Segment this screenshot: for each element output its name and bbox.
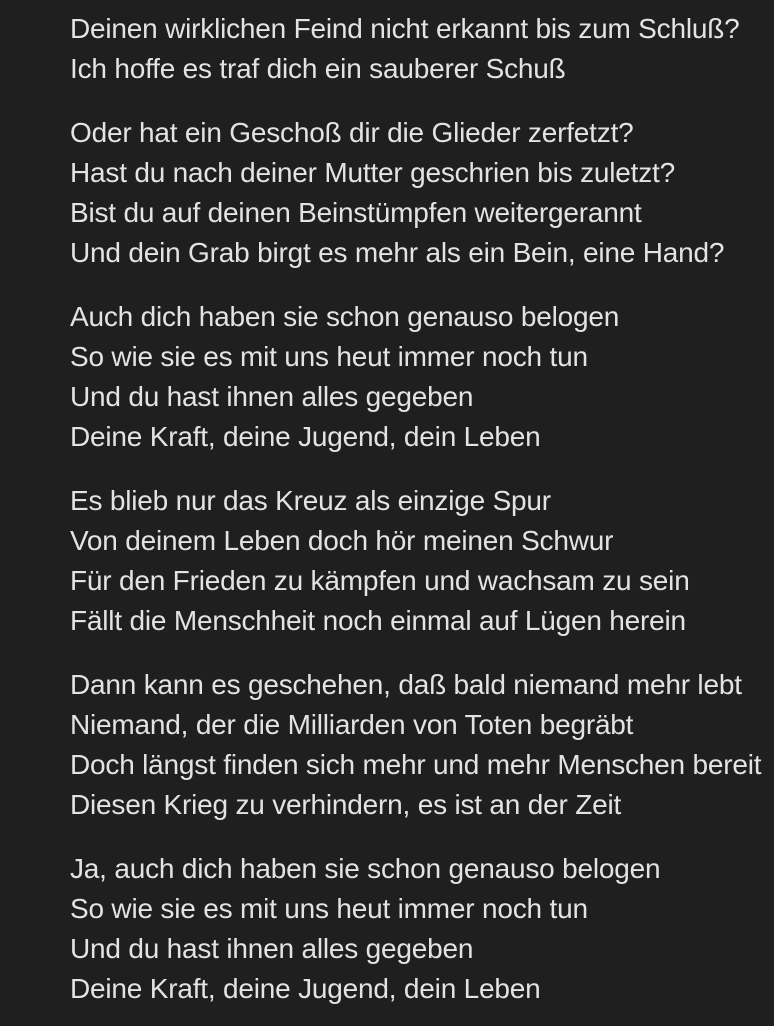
lyric-line: Und du hast ihnen alles gegeben — [70, 933, 474, 964]
lyric-line: Bist du auf deinen Beinstümpfen weitergerannt — [70, 197, 642, 228]
lyric-line: Doch längst finden sich mehr und mehr Menschen bereit — [70, 749, 762, 780]
lyric-stanza — [70, 665, 774, 825]
lyric-stanza — [70, 113, 774, 273]
lyric-line: Diesen Krieg zu verhindern, es ist an der Zeit — [70, 789, 622, 820]
lyric-line: Und dein Grab birgt es mehr als ein Bein, eine Hand? — [70, 237, 725, 268]
lyric-line: Und du hast ihnen alles gegeben — [70, 381, 474, 412]
lyric-line: Von deinem Leben doch hör meinen Schwur — [70, 525, 614, 556]
lyric-line: Oder hat ein Geschoß dir die Glieder zerfetzt? — [70, 117, 634, 148]
lyric-line: Hast du nach deiner Mutter geschrien bis zuletzt? — [70, 157, 675, 188]
lyric-line: Dann kann es geschehen, daß bald niemand mehr lebt — [70, 669, 742, 700]
lyric-line: Fällt die Menschheit noch einmal auf Lügen herein — [70, 605, 686, 636]
lyric-stanza — [70, 849, 774, 1009]
lyric-line: Es blieb nur das Kreuz als einzige Spur — [70, 485, 551, 516]
lyric-line: Auch dich haben sie schon genauso belogen — [70, 301, 620, 332]
lyric-stanza — [70, 9, 774, 89]
lyric-line: Für den Frieden zu kämpfen und wachsam zu sein — [70, 565, 690, 596]
lyric-line: Deine Kraft, deine Jugend, dein Leben — [70, 973, 541, 1004]
lyric-line: Ich hoffe es traf dich ein sauberer Schuß — [70, 53, 566, 84]
lyric-line: Deine Kraft, deine Jugend, dein Leben — [70, 421, 541, 452]
lyric-line: Deinen wirklichen Feind nicht erkannt bis zum Schluß? — [70, 13, 740, 44]
lyric-stanza — [70, 297, 774, 457]
lyric-line: So wie sie es mit uns heut immer noch tun — [70, 893, 588, 924]
lyric-line: So wie sie es mit uns heut immer noch tun — [70, 341, 588, 372]
lyric-line: Ja, auch dich haben sie schon genauso belogen — [70, 853, 661, 884]
lyric-line: Niemand, der die Milliarden von Toten begräbt — [70, 709, 634, 740]
lyric-stanza — [70, 481, 774, 641]
